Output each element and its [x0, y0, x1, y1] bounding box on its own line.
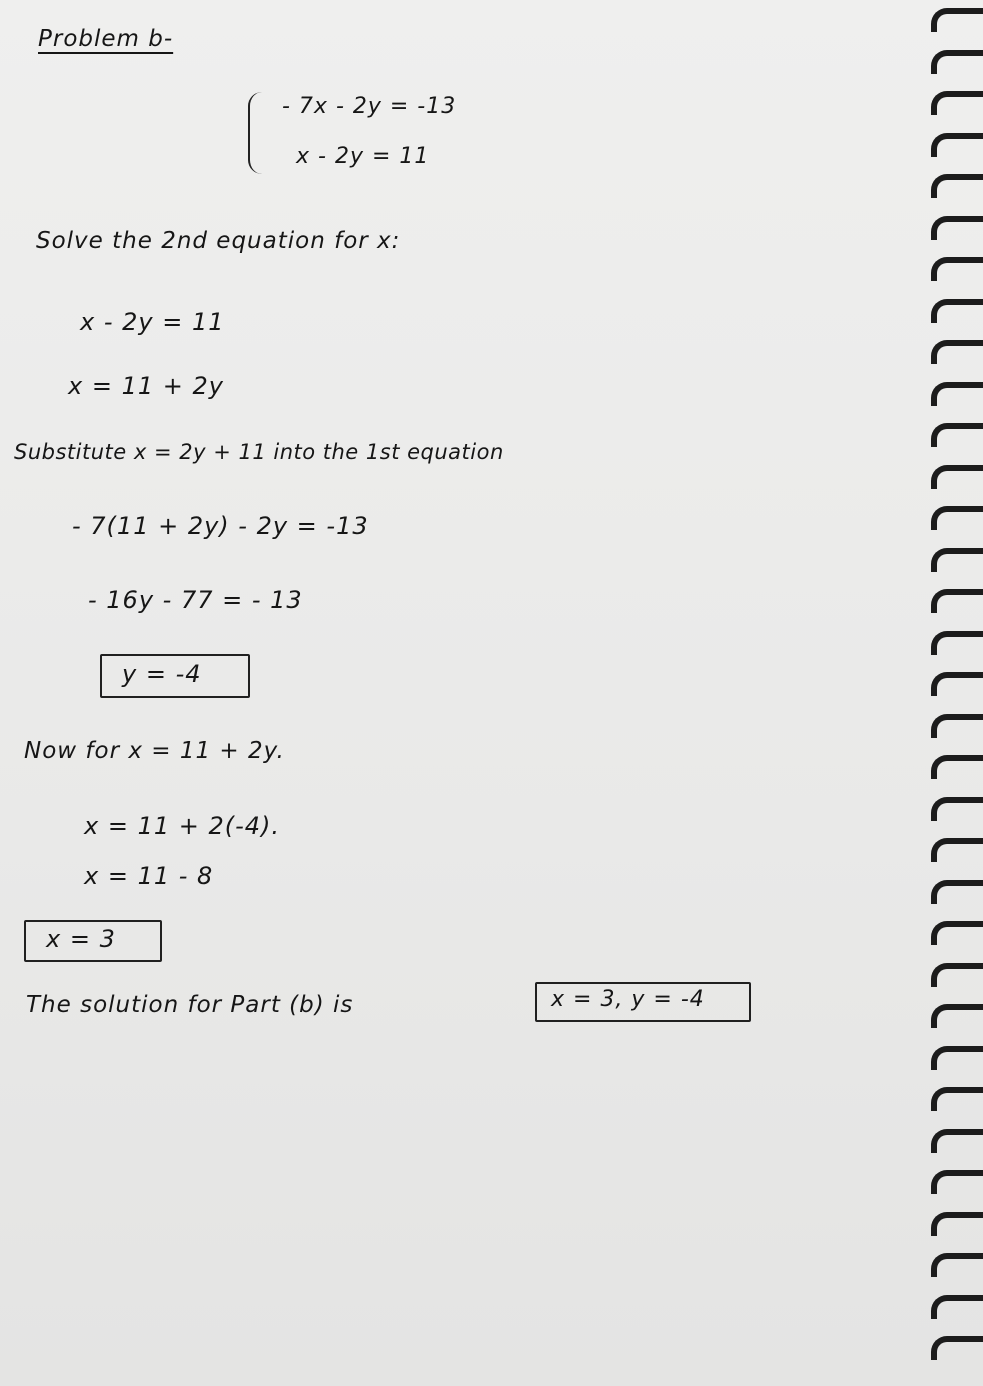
final-answer: x = 3, y = -4 — [551, 987, 705, 1012]
spiral-ring — [931, 1212, 983, 1236]
step-line-4: - 16y - 77 = - 13 — [88, 586, 303, 614]
result-y-box — [100, 654, 250, 698]
spiral-ring — [931, 299, 983, 323]
spiral-ring — [931, 755, 983, 779]
spiral-ring — [931, 8, 983, 32]
spiral-ring — [931, 838, 983, 862]
spiral-ring — [931, 1129, 983, 1153]
result-x: x = 3 — [46, 925, 116, 953]
spiral-ring — [931, 465, 983, 489]
final-answer-box — [535, 982, 751, 1022]
system-brace — [248, 92, 266, 174]
spiral-ring — [931, 631, 983, 655]
spiral-ring — [931, 1087, 983, 1111]
spiral-ring — [931, 1046, 983, 1070]
spiral-binding — [923, 8, 983, 1386]
spiral-ring — [931, 589, 983, 613]
spiral-ring — [931, 216, 983, 240]
spiral-ring — [931, 423, 983, 447]
spiral-ring — [931, 91, 983, 115]
step-line-2: x = 11 + 2y — [68, 372, 224, 400]
now-heading: Now for x = 11 + 2y. — [24, 738, 285, 764]
substitute-heading: Substitute x = 2y + 11 into the 1st equation — [14, 440, 504, 464]
conclusion-text: The solution for Part (b) is — [26, 992, 354, 1018]
step-line-1: x - 2y = 11 — [80, 308, 225, 336]
spiral-ring — [931, 340, 983, 364]
spiral-ring — [931, 1170, 983, 1194]
page-title: Problem b- — [38, 26, 174, 52]
result-x-box — [24, 920, 162, 962]
spiral-ring — [931, 880, 983, 904]
spiral-ring — [931, 506, 983, 530]
step-line-5: x = 11 + 2(-4). — [84, 812, 281, 840]
spiral-ring — [931, 133, 983, 157]
step-line-3: - 7(11 + 2y) - 2y = -13 — [72, 512, 369, 540]
result-y: y = -4 — [122, 660, 202, 688]
spiral-ring — [931, 1004, 983, 1028]
spiral-ring — [931, 797, 983, 821]
spiral-ring — [931, 1253, 983, 1277]
spiral-ring — [931, 714, 983, 738]
spiral-ring — [931, 963, 983, 987]
spiral-ring — [931, 921, 983, 945]
spiral-ring — [931, 257, 983, 281]
spiral-ring — [931, 548, 983, 572]
system-equation-2: x - 2y = 11 — [296, 144, 430, 169]
spiral-ring — [931, 672, 983, 696]
solve-heading: Solve the 2nd equation for x: — [36, 228, 401, 254]
spiral-ring — [931, 382, 983, 406]
step-line-6: x = 11 - 8 — [84, 862, 214, 890]
spiral-ring — [931, 174, 983, 198]
spiral-ring — [931, 1295, 983, 1319]
system-equation-1: - 7x - 2y = -13 — [282, 94, 457, 119]
spiral-ring — [931, 50, 983, 74]
spiral-ring — [931, 1336, 983, 1360]
